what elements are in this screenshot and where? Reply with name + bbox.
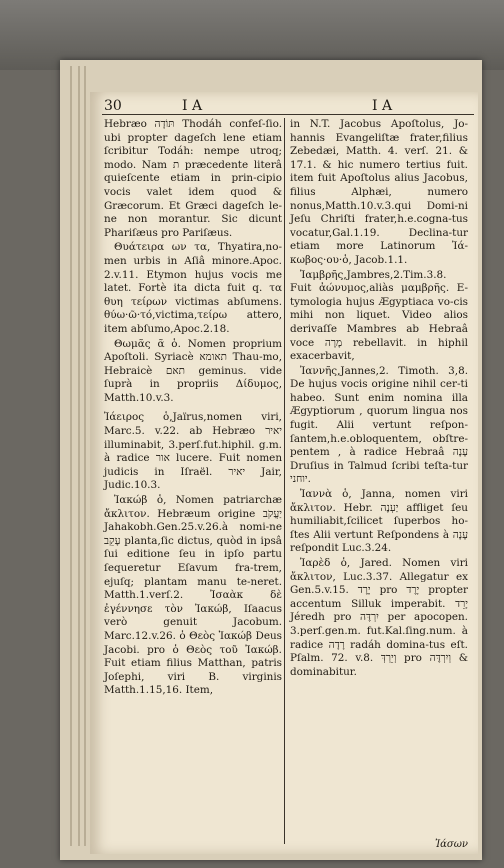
entry-jared: Ἰαρὲδ ὁ, Jared. Nomen viri ἄκλιτον, Luc.3.37. Allegatur ex Gen.5.v.15. יֶרֶד pro יָרֶד propter accentum Silluk imperabit. יָרֵד Jéredh pro יִרְדֶּה per apocopen. 3.perſ.gen.m. fut.Kal.ſing.num. à radice רָדָה radáh domina-tus eſt. Pſalm. 72. v.8. וְיֵרְדְּ pro וְיִרְדֶּה & dominabitur.	[290, 557, 469, 678]
running-head-left: I A	[182, 98, 203, 114]
entry-thodah: Hebræo תּוֹדָה Thodáh confeſ-ſio. ubi propter dageſch lene etiam ſcribitur Todáh: nempe utroq; modo. Nam ת præcedente literâ quieſcente etiam in prin-cipio vocis valet idem quod & Græcorum. Et Græci dageſch le-ne non morantur. Sic dicunt Phariſæus pro Pariſæus.	[104, 118, 282, 239]
entry-janna: Ἰαννὰ ὁ, Janna, nomen viri ἄκλιτον. Hebr. יַעְנֶה affliget ſeu humiliabit,ſcilicet ſuperbos ho-ſtes Alii vertunt Reſpondens à עָנָה reſpondit Luc.3.24.	[290, 488, 468, 555]
book-page	[90, 92, 478, 854]
entry-jairus: Ἰάειρος ὁ,Jaïrus,nomen viri, Marc.5. v.22. ab Hebræo יאיר illuminabit, 3.perſ.fut.hiphil. g.m. à radice אור lucere. Fuit nomen judicis in Iſraël. יאיר Jair, Judic.10.3.	[104, 411, 283, 492]
page-edge-line	[78, 66, 80, 846]
entry-jambres: Ἰαμβρῆς,Jambres,2.Tim.3.8. Fuit ἀώνυμος,aliàs μαμβρῆς. E-tymologia hujus Ægyptiaca vo-cis mihi non liquet. Video alios derivaſſe Mambres ab Hebraâ voce מָרָה rebellavit. in hiphil exacerbavit,	[290, 268, 469, 363]
running-head	[90, 98, 478, 118]
running-head-right: I A	[372, 98, 393, 114]
head-rule	[102, 114, 474, 115]
entry-thyatira: Θυάτειρα ων τα, Thyatira,no-men urbis in Aſiâ minore.Apoc. 2.v.11. Etymon hujus vocis me latet. Fortè ita dicta fuit q. τα θυη τείρων victimas abſumens. θύω·ῶ·τό,victima,τείρω attero, item abſumo,Apoc.2.18.	[104, 241, 282, 335]
page-edge-line	[70, 66, 72, 846]
left-column	[104, 118, 282, 699]
entry-thomas: Θωμᾶς ᾶ ὁ. Nomen proprium Apoſtoli. Syriacè תאומא Thau-mo, Hebraicè תאם geminus. vide ſuprà in propriis Δίδυμος, Matth.10.v.3.	[104, 337, 282, 404]
entry-jacob: Ἰακώβ ὁ, Nomen patriarchæ ἄκλιτον. Hebræum origine יַעֲקֹב Jahakobh.Gen.25.v.26.à nomi-ne עָקֵב planta,ſic dictus, quòd in ipsâ ſui editione ſeu in ipſo partu ſequeretur Eſavum fra-trem, ejuſq; plantam manu te-neret. Matth.1.verſ.2. Ἰσαὰκ δὲ ἐγέννησε τὸν Ἰακώβ, Iſaacus verò genuit Jacobum. Marc.12.v.26. ὁ Θεὸς Ἰακώβ Deus Jacobi. pro ὁ Θεὸς τοῦ Ἰακώβ. Fuit etiam filius Matthan, patris Joſephi, viri B. virginis Matth.1.15,16. Item,	[104, 494, 282, 697]
page-edge-line	[84, 66, 86, 846]
page-number: 30	[104, 98, 122, 114]
catchword: Ἰάσων	[434, 839, 468, 850]
right-column	[290, 118, 468, 680]
entry-jacobus: in N.T. Jacobus Apoſtolus, Jo-hannis Evangeliſtæ frater,filius Zebedæi, Matth. 4. verſ. 21. & 17.1. & hic numero tertius fuit. item fuit Apoſtolus alius Jacobus, filius Alphæi, numero nonus,Matth.10.v.3.qui Domi-ni Jeſu Chriſti frater,h.e.cogna-tus vocatur,Gal.1.19. Declina-tur etiam more Latinorum Ἰά-κωβος·ου·ὁ, Jacob.1.1.	[290, 118, 468, 266]
entry-jannes: Ἰαννῆς,Jannes,2. Timoth. 3,8. De hujus vocis origine nihil cer-ti habeo. Sunt enim nomina illa Ægyptiorum , quorum lingua nos fugit. Alii vertunt reſpon-ſantem,h.e.obloquentem, obſtre-pentem , à radice Hebraâ עָנָה Druſius in Talmud ſcribi teſta-tur יוחני.	[290, 364, 468, 486]
column-divider	[284, 118, 285, 844]
